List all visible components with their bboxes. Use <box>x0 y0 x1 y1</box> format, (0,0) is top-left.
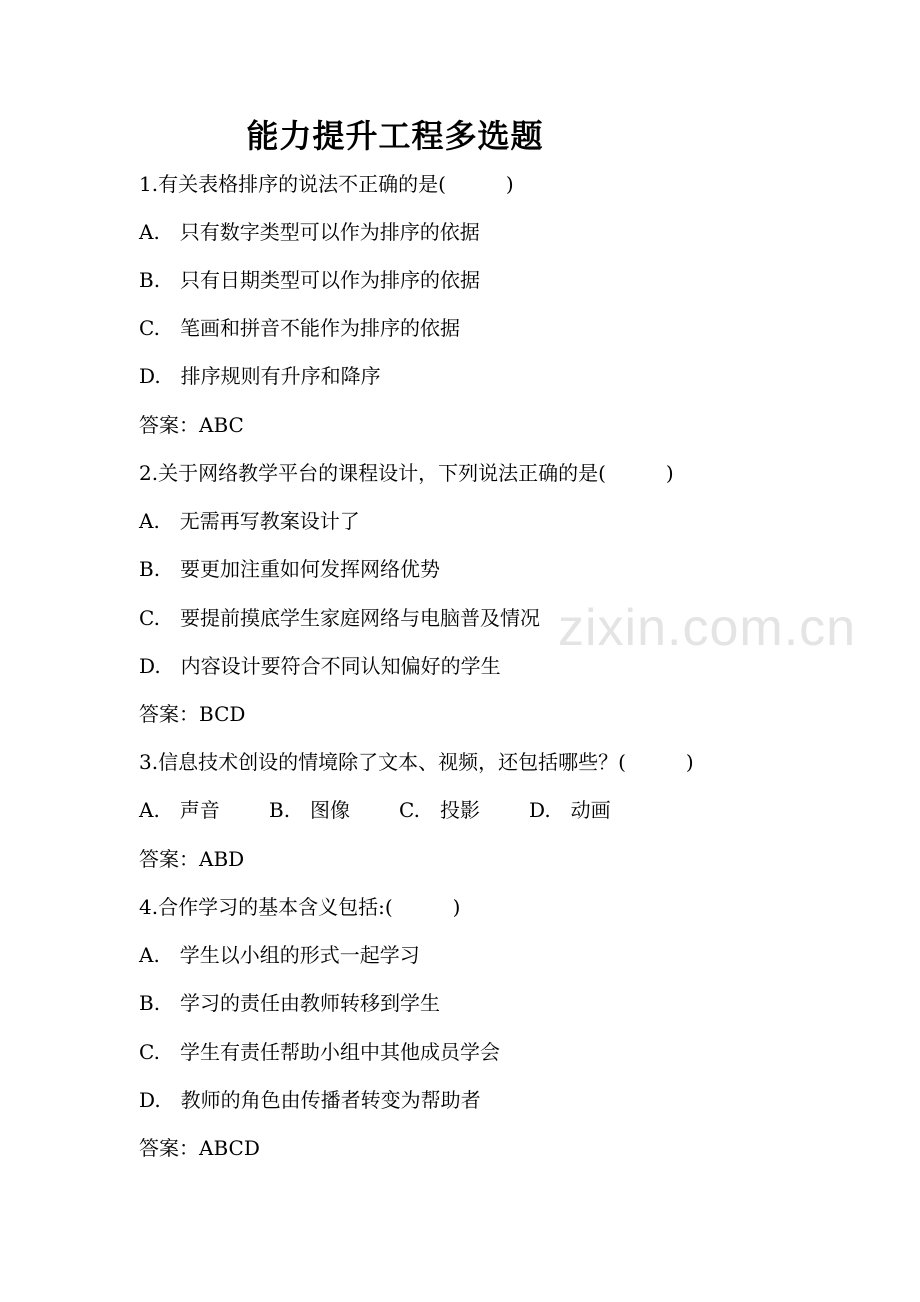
question-4-stem: 4.合作学习的基本含义包括:( ) <box>139 895 461 919</box>
question-4-option-c: C. 学生有责任帮助小组中其他成员学会 <box>139 1040 500 1064</box>
question-1-option-b: B. 只有日期类型可以作为排序的依据 <box>139 268 481 292</box>
question-3-option-a: A. 声音 <box>139 798 220 822</box>
question-2-option-b: B. 要更加注重如何发挥网络优势 <box>139 557 441 581</box>
question-4-option-a: A. 学生以小组的形式一起学习 <box>139 943 420 967</box>
question-3-option-b: B. 图像 <box>269 798 351 822</box>
question-4-answer: 答案：ABCD <box>139 1136 260 1160</box>
question-4-option-d: D. 教师的角色由传播者转变为帮助者 <box>139 1088 481 1112</box>
question-1-option-c: C. 笔画和拼音不能作为排序的依据 <box>139 316 460 340</box>
question-2-option-c: C. 要提前摸底学生家庭网络与电脑普及情况 <box>139 606 540 630</box>
question-4-option-b: B. 学习的责任由教师转移到学生 <box>139 991 441 1015</box>
question-1-answer: 答案：ABC <box>139 413 244 437</box>
question-2-stem: 2.关于网络教学平台的课程设计，下列说法正确的是( ) <box>139 461 674 485</box>
question-3-option-d: D. 动画 <box>529 798 611 822</box>
question-3-answer: 答案：ABD <box>139 847 245 871</box>
question-2-option-d: D. 内容设计要符合不同认知偏好的学生 <box>139 654 501 678</box>
watermark: zixin.com.cn <box>558 599 857 657</box>
question-1-option-d: D. 排序规则有升序和降序 <box>139 364 381 388</box>
page-title: 能力提升工程多选题 <box>246 117 544 155</box>
question-3-option-c: C. 投影 <box>399 798 480 822</box>
question-3-stem: 3.信息技术创设的情境除了文本、视频，还包括哪些？( ) <box>139 750 694 774</box>
question-1-stem: 1.有关表格排序的说法不正确的是( ) <box>139 172 514 196</box>
question-1-option-a: A. 只有数字类型可以作为排序的依据 <box>139 220 480 244</box>
question-2-answer: 答案：BCD <box>139 702 246 726</box>
question-2-option-a: A. 无需再写教案设计了 <box>139 509 360 533</box>
